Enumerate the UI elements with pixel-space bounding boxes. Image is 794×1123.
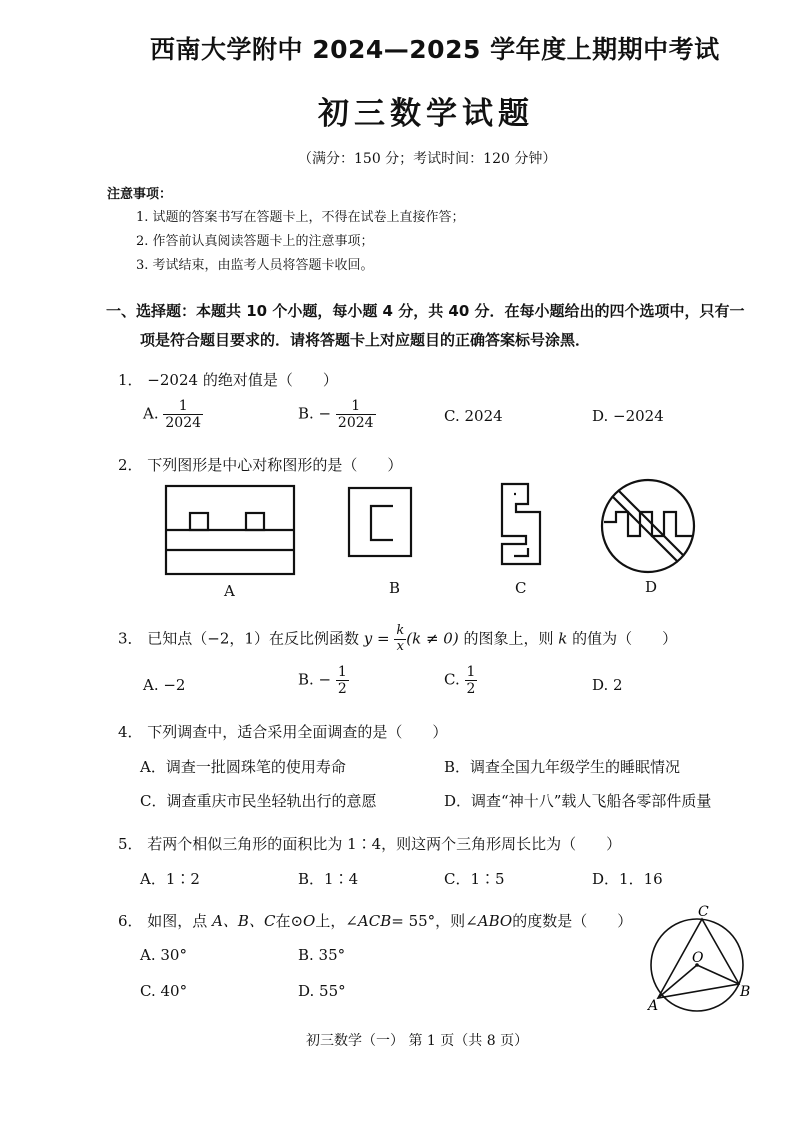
question-4-stem: 4． 下列调查中，适合采用全面调查的是（ ） <box>118 723 448 741</box>
figure-a <box>160 480 300 580</box>
question-1-option-b <box>298 398 376 431</box>
variable-k: k <box>558 629 568 648</box>
question-4-option-c: C．调查重庆市民坐轻轨出行的意愿 <box>140 792 377 810</box>
denominator: 2 <box>337 681 347 698</box>
angle-acb: ∠ACB <box>345 912 392 930</box>
question-4-option-a: A．调查一批圆珠笔的使用寿命 <box>140 758 346 776</box>
question-3-option-a: A. −2 <box>143 676 186 694</box>
stem-text: 6． 如图，点 <box>118 912 208 930</box>
question-3-option-b <box>298 664 349 697</box>
option-label: C. <box>444 670 460 689</box>
question-4-option-b: B．调查全国九年级学生的睡眠情况 <box>444 758 681 776</box>
figure-c <box>498 482 544 566</box>
question-3-option-c <box>444 664 477 697</box>
fraction <box>465 664 478 697</box>
exam-subtitle: （满分：150 分；考试时间：120 分钟） <box>298 151 557 167</box>
question-3-option-d: D. 2 <box>592 676 623 694</box>
point-b-label: B <box>740 984 751 1000</box>
section-heading-line2: 项是符合题目要求的．请将答题卡上对应题目的正确答案标号涂黑． <box>140 331 591 349</box>
numerator: 1 <box>336 398 376 415</box>
question-2-stem: 2． 下列图形是中心对称图形的是（ ） <box>118 456 403 474</box>
question-6-option-d: D. 55° <box>298 982 346 1000</box>
question-5-option-a: A．1∶2 <box>140 870 200 888</box>
notice-item: 1. 试题的答案书写在答题卡上，不得在试卷上直接作答； <box>136 210 465 225</box>
function-lhs: y = <box>363 629 390 648</box>
figure-a-label: A <box>224 582 235 600</box>
question-4-option-d: D．调查“神十八”载人飞船各零部件质量 <box>444 792 712 810</box>
point-o-label: O <box>692 950 704 966</box>
circle-o: O <box>303 912 316 930</box>
question-6-option-a: A. 30° <box>140 946 187 964</box>
circle-figure <box>640 902 770 1014</box>
stem-text: 在⊙ <box>275 912 304 930</box>
fraction <box>336 398 376 431</box>
denominator: x <box>396 638 404 654</box>
figure-c-label: C <box>515 579 527 597</box>
notice-item: 3. 考试结束，由监考人员将答题卡收回。 <box>136 258 374 273</box>
point-c-label: C <box>698 904 709 920</box>
notice-item: 2. 作答前认真阅读答题卡上的注意事项； <box>136 234 374 249</box>
point-a-label: A <box>648 998 659 1014</box>
question-5-option-b: B．1∶4 <box>298 870 359 888</box>
stem-text: 3． 已知点（−2，1）在反比例函数 <box>118 629 359 648</box>
function-condition: (k ≠ 0) <box>406 629 459 648</box>
denominator: 2024 <box>165 415 202 432</box>
figure-d-label: D <box>645 578 658 596</box>
stem-text: 的图象上，则 <box>463 629 554 648</box>
page-footer: 初三数学（一） 第 1 页（共 8 页） <box>306 1033 529 1049</box>
option-label: B. − <box>298 404 332 423</box>
question-5-option-d: D．1．16 <box>592 870 663 888</box>
question-5-option-c: C．1∶5 <box>444 870 505 888</box>
question-6-stem <box>118 910 632 931</box>
question-3-stem <box>118 624 677 655</box>
figure-b <box>345 484 415 560</box>
question-6-option-c: C. 40° <box>140 982 188 1000</box>
notice-title: 注意事项： <box>107 187 173 202</box>
numerator: 1 <box>337 664 347 680</box>
question-6-option-b: B. 35° <box>298 946 346 964</box>
question-1-option-c: C. 2024 <box>444 407 503 425</box>
numerator: 1 <box>163 398 203 415</box>
denominator: 2 <box>466 681 476 698</box>
points-abc: A、B、C <box>212 912 276 930</box>
figure-d <box>598 476 698 576</box>
angle-abo: ∠ABO <box>465 912 513 930</box>
section-heading-line1: 一、选择题：本题共 10 个小题，每小题 4 分，共 40 分．在每小题给出的四个选项中，只有一 <box>106 302 745 320</box>
function-fraction <box>394 624 406 655</box>
figure-b-label: B <box>389 579 401 597</box>
fraction <box>163 398 203 431</box>
question-1-stem: 1． −2024 的绝对值是（ ） <box>118 371 338 389</box>
question-1-option-d: D. −2024 <box>592 407 664 425</box>
option-label: B. − <box>298 670 332 689</box>
school-title: 西南大学附中 2024—2025 学年度上期期中考试 <box>150 35 720 64</box>
denominator: 2024 <box>337 415 374 432</box>
numerator: k <box>396 623 405 638</box>
question-1-option-a <box>143 398 203 431</box>
option-label: A. <box>143 404 159 423</box>
stem-text: = 55°，则 <box>391 912 466 930</box>
stem-text: 的值为（ ） <box>572 629 678 648</box>
exam-title: 初三数学试题 <box>318 96 534 132</box>
fraction <box>336 664 349 697</box>
question-5-stem: 5． 若两个相似三角形的面积比为 1∶4，则这两个三角形周长比为（ ） <box>118 835 622 853</box>
stem-text: 上， <box>315 912 346 930</box>
numerator: 1 <box>466 664 476 680</box>
stem-text: 的度数是（ ） <box>512 912 633 930</box>
